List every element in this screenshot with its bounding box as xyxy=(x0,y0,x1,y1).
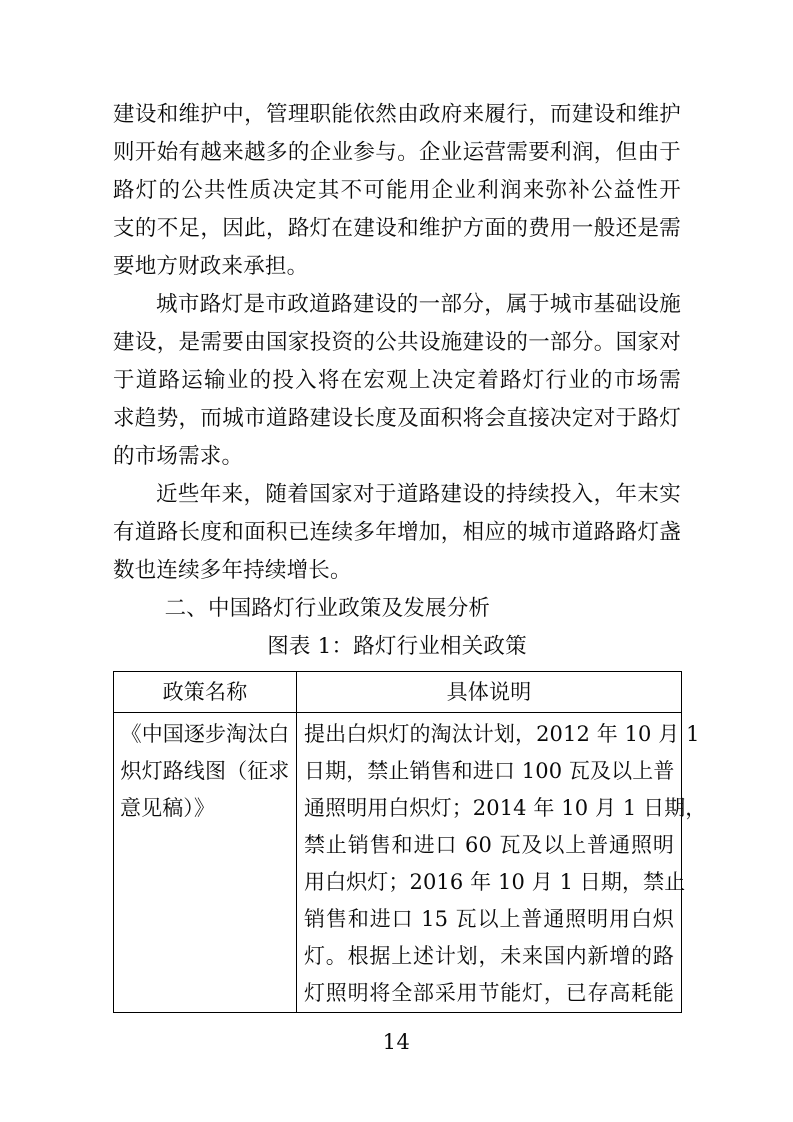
paragraph-2-line-3: 于道路运输业的投入将在宏观上决定着路灯行业的市场需 xyxy=(113,368,681,393)
paragraph-3-line-2: 有道路长度和面积已连续多年增加，相应的城市道路路灯盏 xyxy=(113,520,681,545)
paragraph-1-line-1: 建设和维护中，管理职能依然由政府来履行，而建设和维护 xyxy=(113,102,681,127)
policy-name-line-2: 炽灯路线图（征求 xyxy=(120,759,290,783)
policy-table xyxy=(113,671,707,1013)
detail-line-2: 日期，禁止销售和进口 100 瓦及以上普 xyxy=(304,759,675,783)
paragraph-2-line-1: 城市路灯是市政道路建设的一部分，属于城市基础设施 xyxy=(156,292,681,317)
table-row xyxy=(114,713,682,1013)
paragraph-3-line-3: 数也连续多年持续增长。 xyxy=(113,558,352,583)
detail-line-6: 销售和进口 15 瓦以上普通照明用白炽 xyxy=(304,907,674,931)
section-heading: 二、中国路灯行业政策及发展分析 xyxy=(164,596,491,621)
paragraph-2 xyxy=(113,286,681,476)
table-caption: 图表 1：路灯行业相关政策 xyxy=(267,634,527,659)
paragraph-2-line-2: 建设，是需要由国家投资的公共设施建设的一部分。国家对 xyxy=(113,330,681,355)
paragraph-1-line-3: 路灯的公共性质决定其不可能用企业利润来弥补公益性开 xyxy=(113,178,681,203)
page-number: 14 xyxy=(382,1030,411,1054)
paragraph-1-line-2: 则开始有越来越多的企业参与。企业运营需要利润，但由于 xyxy=(113,140,681,165)
table-header-row xyxy=(114,672,682,713)
policy-name-line-1: 《中国逐步淘汰白 xyxy=(120,722,290,746)
table-cell-detail xyxy=(297,713,707,1013)
table-header-policy-name: 政策名称 xyxy=(114,672,297,713)
detail-line-7: 灯。根据上述计划，未来国内新增的路 xyxy=(304,944,674,968)
paragraph-3-line-1: 近些年来，随着国家对于道路建设的持续投入，年末实 xyxy=(156,482,681,507)
table-header-detail: 具体说明 xyxy=(297,672,682,713)
document-body xyxy=(113,96,681,666)
paragraph-2-line-4: 求趋势，而城市道路建设长度及面积将会直接决定对于路灯 xyxy=(113,406,681,431)
detail-line-3: 通照明用白炽灯；2014 年 10 月 1 日期， xyxy=(304,796,707,820)
detail-line-8: 灯照明将全部采用节能灯，已存高耗能 xyxy=(304,981,674,1005)
paragraph-1-line-4: 支的不足，因此，路灯在建设和维护方面的费用一般还是需 xyxy=(113,216,681,241)
paragraph-1-line-5: 要地方财政来承担。 xyxy=(113,254,309,279)
detail-line-4: 禁止销售和进口 60 瓦及以上普通照明 xyxy=(304,833,674,857)
detail-line-5: 用白炽灯；2016 年 10 月 1 日期，禁止 xyxy=(304,870,686,894)
paragraph-3 xyxy=(113,476,681,590)
paragraph-2-line-5: 的市场需求。 xyxy=(113,444,244,469)
paragraph-1 xyxy=(113,96,681,286)
policy-name-line-3: 意见稿）》 xyxy=(120,796,215,820)
table-cell-policy-name xyxy=(114,713,297,1013)
detail-line-1: 提出白炽灯的淘汰计划，2012 年 10 月 1 xyxy=(304,722,700,746)
